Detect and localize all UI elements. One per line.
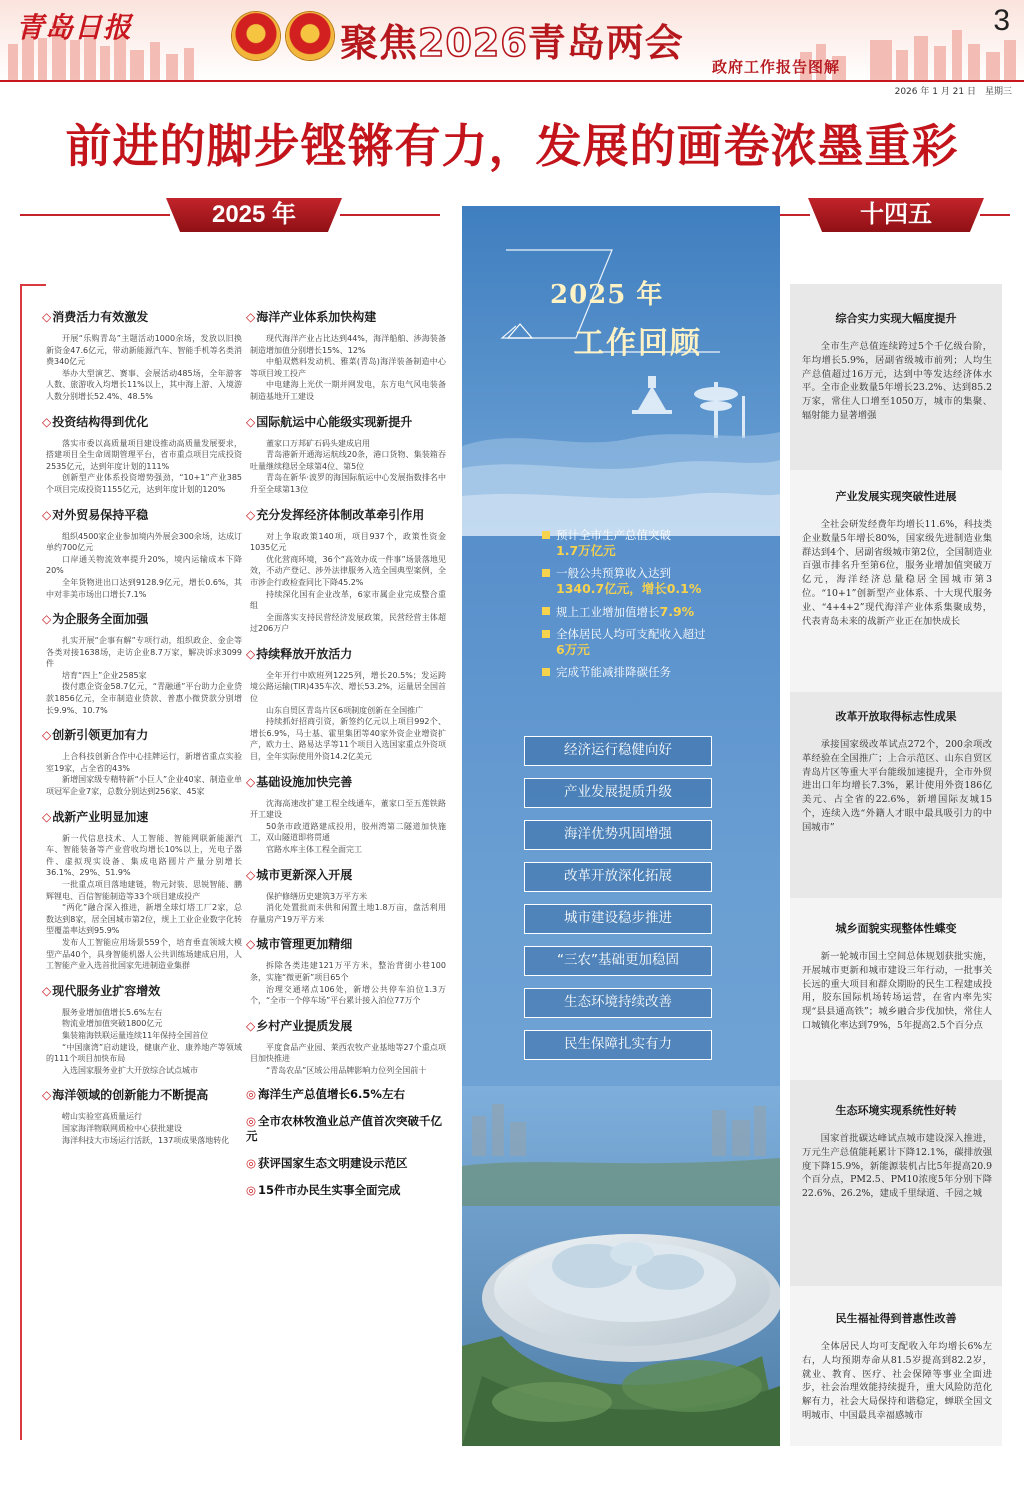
- section-block: [46, 506, 242, 601]
- section-paragraph: 中船双燃料发动机、雅菜(青岛)海洋装备制造中心等项目竣工投产: [250, 357, 446, 378]
- achievement-title: 生态环境实现系统性好转: [835, 1104, 957, 1117]
- section-paragraph: 发布人工智能应用场景559个，培育垂直领域大模型产品40个，具身智能机器人公共训练场建成启用，人工智能产业入选首批国家先进制造业集群: [46, 937, 242, 971]
- section-paragraph: 组织4500家企业参加境内外展会300余场，达成订单约700亿元: [46, 531, 242, 553]
- section-title: ◇ 投资结构得到优化: [42, 413, 242, 430]
- section-block: [250, 935, 446, 1006]
- review-topic-box: 改革开放深化拓展: [524, 862, 712, 892]
- section-title: ◇ 国际航运中心能级实现新提升: [246, 413, 446, 430]
- cppcc-emblem-icon: [286, 12, 334, 60]
- achievement-text: 全市生产总值连续跨过5个千亿级台阶，年均增长5.9%，居副省级城市前列；人均生产总值超过16万元，达到中等发达经济体水平。全市企业数量5年增长23.2%、达到85.2万家，常住人口增至1050万，城市的集聚、辐射能力显著增强: [802, 341, 992, 421]
- review-topic-box: 民生保障扎实有力: [524, 1030, 712, 1060]
- masthead-title-suffix: 青岛两会: [527, 20, 684, 65]
- section-block: [46, 610, 242, 716]
- review-topic-box: 经济运行稳健向好: [524, 736, 712, 766]
- review-topic-box: “三农”基础更加稳固: [524, 946, 712, 976]
- section-paragraph: 官路水库主体工程全面完工: [266, 845, 362, 854]
- section-paragraph: 山东自贸区青岛片区6项制度创新在全国推广: [266, 705, 424, 715]
- section-paragraph: 新一代信息技术、人工智能、智能网联新能源汽车、智能装备等产业营收均增长10%以上，光电子器件、虚拟现实设备、集成电路圆片产量分别增长36.1%、29%、51.9%: [46, 833, 242, 878]
- section-paragraph: 新增国家级专精特新“小巨人”企业40家、制造业单项冠军企业7家，总数分别达到256家、45家: [46, 775, 242, 797]
- section-paragraph: 崂山实验室高质量运行: [62, 1112, 142, 1122]
- indicator-value: 1340.7亿元，增长0.1%: [556, 581, 702, 596]
- section-title: ◇ 战新产业明显加速: [42, 808, 242, 825]
- highlight-line: ◎ 全市农林牧渔业总产值首次突破千亿元: [246, 1114, 446, 1144]
- key-indicator: [542, 566, 762, 597]
- section-paragraph: 拨付惠企资金58.7亿元，“青融通”平台助力企业贷款1856亿元，全市制造业贷款、普惠小微贷款分别增长9.9%、10.7%: [46, 682, 242, 715]
- achievement-text: 全体居民人均可支配收入年均增长6%左右，人均预期寿命从81.5岁提高到82.2岁，就业、教育、医疗、社会保障等事业全面进步，社会治理效能持续提升，重大风险防范化解有力，社会大局保持和谐稳定，蝉联全国文明城市、中国最具幸福感城市: [802, 1341, 992, 1421]
- section-paragraph: 持续抓好招商引资，新签约亿元以上项目992个、增长6.9%，马士基、霍里集团等40家外资企业增资扩产，欧力士、路易达孚等11个项目入选国家重点外资项目，全年实际使用外资14.2亿美元: [250, 717, 446, 762]
- section-block: [250, 645, 446, 763]
- masthead-title-prefix: 聚焦: [340, 20, 419, 65]
- section-title: ◇ 现代服务业扩容增效: [42, 982, 242, 999]
- indicator-text: 一般公共预算收入达到: [556, 566, 671, 580]
- section-paragraph: 治理交通堵点106处，新增公共停车泊位1.3万个，“全市一个停车场”平台累计接入泊位77万个: [250, 984, 446, 1006]
- ribbon-rule: [20, 214, 170, 216]
- section-block: [46, 808, 242, 972]
- page-headline: 前进的脚步铿锵有力，发展的画卷浓墨重彩: [65, 119, 959, 173]
- section-paragraph: 物流业增加值突破1800亿元: [62, 1019, 163, 1029]
- section-paragraph: 口岸通关物流效率提升20%，境内运输成本下降20%: [46, 554, 242, 576]
- indicator-text: 预计全市生产总值突破: [556, 528, 671, 542]
- section-paragraph: 开展“乐购青岛”主题活动1000余场，发放以旧换新资金47.6亿元，带动新能源汽车、智能手机等名类消费340亿元: [46, 334, 242, 367]
- section-paragraph: 入选国家服务业扩大开放综合试点城市: [62, 1065, 198, 1075]
- review-topic-box: 产业发展提质升级: [524, 778, 712, 808]
- key-indicator: [542, 604, 762, 620]
- section-paragraph: 消化处置批而未供和闲置土地1.8万亩，盘活利用存量房产19万平方米: [250, 903, 446, 924]
- section-block: [250, 308, 446, 403]
- section-paragraph: 集装箱海铁联运量连续11年保持全国首位: [62, 1030, 209, 1040]
- key-indicator: [542, 665, 762, 680]
- work-review-panel: [462, 206, 780, 1446]
- section-paragraph: 董家口万邦矿石码头建成启用: [266, 438, 370, 448]
- section-title: ◇ 充分发挥经济体制改革牵引作用: [246, 506, 446, 523]
- section-title: ◇ 海洋领域的创新能力不断提高: [42, 1086, 242, 1103]
- left-column-rule: [20, 284, 22, 1440]
- section-block: [46, 413, 242, 496]
- section-block: [46, 308, 242, 403]
- section-title: ◇ 城市管理更加精细: [246, 935, 446, 952]
- section-title: ◇ 消费活力有效激发: [42, 308, 242, 325]
- panel-year: 2025 年: [550, 280, 664, 310]
- ribbon-rule: [340, 214, 440, 216]
- aerial-city-building-illustration: [462, 1086, 780, 1446]
- achievement-text: 国家首批碳达峰试点城市建设深入推进，万元生产总值能耗累计下降12.1%，碳排放强度下降15.9%，新能源装机占比5年提高20.9个百分点，PM2.5、PM10浓度5年分别下降22.6%、26.2%，建成千里绿道、千园之城: [802, 1133, 992, 1200]
- section-title: ◇ 城市更新深入开展: [246, 866, 446, 883]
- review-topic-box: 海洋优势巩固增强: [524, 820, 712, 850]
- section-paragraph: 海洋科技大市场运行活跃，137项成果落地转化: [62, 1135, 230, 1145]
- section-paragraph: 培育“四上”企业2585家: [62, 670, 147, 680]
- section-paragraph: 沈海高速改扩建工程全线通车，董家口至五莲铁路开工建设: [250, 798, 446, 820]
- review-topic-box: 城市建设稳步推进: [524, 904, 712, 934]
- key-indicator: [542, 528, 762, 559]
- indicator-text: 完成节能减排降碳任务: [556, 665, 671, 679]
- achievement-title: 综合实力实现大幅度提升: [835, 312, 957, 325]
- review-topic-list: [524, 736, 714, 1072]
- highlight-line: ◎ 获评国家生态文明建设示范区: [246, 1156, 446, 1171]
- ribbon-rule: [980, 214, 1010, 216]
- section-paragraph: 服务业增加值增长5.6%左右: [62, 1007, 163, 1017]
- section-paragraph: 一批重点项目落地建链，物元封装、思锐智能、鹏辉锂电、百信智能制造等33个项目建成投产: [46, 880, 242, 901]
- section-block: [46, 1086, 242, 1146]
- achievement-title: 民生福祉得到普惠性改善: [835, 1312, 957, 1325]
- section-block: [250, 866, 446, 926]
- section-paragraph: 全年货物进出口达到9128.9亿元，增长0.6%，其中对非美市场出口增长7.1%: [46, 577, 242, 599]
- section-paragraph: 全面落实支持民营经济发展政策，民营经营主体超过206万户: [250, 612, 446, 634]
- section-paragraph: 50条市政道路建成投用，胶州湾第二隧道加快施工，双山隧道即将贯通: [250, 821, 446, 843]
- section-paragraph: 国家海洋物联网质检中心获批建设: [62, 1123, 182, 1133]
- section-paragraph: 现代海洋产业占比达到44%，海洋船舶、涉海装备制造增加值分别增长15%、12%: [250, 334, 446, 355]
- section-paragraph: 落实市委以高质量项目建设推动高质量发展要求，搭建项目全生命周期管理平台，省市重点项目完成投资2535亿元，达到年度计划的111%: [46, 438, 242, 471]
- key-indicator: [542, 627, 762, 658]
- achievement-title: 改革开放取得标志性成果: [835, 710, 957, 723]
- highlight-line: ◎ 15件市办民生实事全面完成: [246, 1183, 446, 1198]
- section-block: [46, 982, 242, 1077]
- achievement-text: 全社会研发经费年均增长11.6%，科技类企业数量5年增长80%，国家级先进制造业集群达到4个、居副省级城市第2位，全国制造业百强市排名升至第6位，服务业增加值突破万亿元，海洋经济总量稳居全国城市第3位。“10+1”创新型产业体系、十大现代服务业、“4+4+2”现代海洋产业体系集聚成势，代表青岛未来的战新产业正在加快成长: [802, 519, 992, 627]
- indicator-value: 7.9%: [659, 604, 695, 619]
- section-paragraph: 中电建海上光伏一期并网发电，东方电气风电装备制造基地开工建设: [250, 380, 446, 401]
- page-number: 3: [993, 4, 1010, 37]
- indicator-value: 1.7万亿元: [556, 543, 616, 558]
- section-title: ◇ 乡村产业提质发展: [246, 1017, 446, 1034]
- masthead: [0, 0, 1024, 108]
- section-paragraph: 扎实开展“企事有解”专项行动，组织政企、金企等各类对接1638场，走访企业8.7万家，解决诉求3099件: [46, 636, 242, 669]
- section-title: ◇ 为企服务全面加强: [42, 610, 242, 627]
- issue-date: 2026 年 1 月 21 日 星期三: [894, 87, 1012, 97]
- section-paragraph: 青岛在新华·波罗的海国际航运中心发展指数排名中升至全球第13位: [250, 473, 446, 494]
- section-title: ◇ 对外贸易保持平稳: [42, 506, 242, 523]
- left-column-2: [246, 300, 446, 1210]
- achievement-text: 承接国家级改革试点272个，200余项改革经验在全国推广；上合示范区、山东自贸区青岛片区等重大平台能级加速提升，全市外贸进出口年均增长7.3%，累计使用外资186亿美元、占全省的22.6%，新增国际友城15个，连续入选“外籍人才眼中最具吸引力的中国城市”: [802, 739, 992, 833]
- key-indicators-list: [542, 528, 762, 687]
- section-paragraph: 对上争取政策140项，项目937个，政策性资金1035亿元: [250, 531, 446, 553]
- indicator-text: 全体居民人均可支配收入超过: [556, 627, 706, 641]
- achievement-text: 新一轮城市国土空间总体规划获批实施，开展城市更新和城市建设三年行动，一批事关长远的重大项目和群众期盼的民生工程建成投用，胶东国际机场转场运营，在省内率先实现“县县通高铁”；城乡融合步伐加快，常住人口城镇化率达到79%，5年提高2.5个百分点: [802, 951, 992, 1031]
- review-topic-box: 生态环境持续改善: [524, 988, 712, 1018]
- national-emblem-icon: [232, 12, 280, 60]
- panel-title: 工作回顾: [574, 326, 702, 361]
- achievement-title: 城乡面貌实现整体性蝶变: [835, 922, 957, 935]
- section-paragraph: “两化”融合深入推进，新增全球灯塔工厂2家，总数达到8家，居全国城市第2位，规上工业企业数字化转型覆盖率达到95.9%: [46, 903, 242, 936]
- section-title: ◇ 海洋产业体系加快构建: [246, 308, 446, 325]
- section-paragraph: 优化营商环境，36个“高效办成一件事”场景落地见效，不动产登记、涉外法律服务入选全国典型案例，全市涉企行政检查同比下降45.2%: [250, 554, 446, 587]
- section-paragraph: “青岛农品”区域公用品牌影响力位列全国前十: [266, 1065, 427, 1075]
- newspaper-logo: 青岛日报: [16, 11, 133, 44]
- masthead-subtitle: 政府工作报告图解: [712, 58, 841, 76]
- section-paragraph: 举办大型演艺、赛事、会展活动485场，全年游客人数、旅游收入均增长11%以上，其中海上游、入境游人数分别增长52.4%、48.5%: [46, 368, 242, 401]
- achievement-title: 产业发展实现突破性进展: [835, 490, 957, 503]
- left-column-rule: [20, 284, 46, 286]
- section-block: [250, 1017, 446, 1077]
- ribbon-label: 十四五: [860, 201, 932, 228]
- section-block: [250, 413, 446, 496]
- section-paragraph: 保护修缮历史建筑3万平方米: [266, 891, 368, 901]
- indicator-value: 6万元: [556, 642, 590, 657]
- section-paragraph: 平度食品产业园、莱西农牧产业基地等27个重点项目加快推进: [250, 1042, 446, 1064]
- five-year-plan-column: [790, 284, 1002, 1446]
- section-title: ◇ 持续释放开放活力: [246, 645, 446, 662]
- masthead-rule: [0, 80, 1024, 82]
- section-paragraph: 拆除各类违建121万平方米，整治背街小巷100条，实施“微更新”项目65个: [250, 961, 446, 982]
- masthead-title: [340, 12, 684, 67]
- title-frame-graphic: [462, 206, 780, 536]
- section-title: ◇ 基础设施加快完善: [246, 773, 446, 790]
- section-paragraph: 全年开行中欧班列1225列，增长20.5%；发运跨境公路运输(TIR)435车次、增长53.2%，运量居全国首位: [250, 670, 446, 704]
- section-title: ◇ 创新引领更加有力: [42, 726, 242, 743]
- section-block: [250, 773, 446, 856]
- ribbon-label: 2025 年: [211, 201, 297, 228]
- section-paragraph: 青岛港新开通海运航线20条，港口货物、集装箱吞吐量继续稳居全球第4位、第5位: [250, 450, 446, 471]
- section-paragraph: “中国康湾”启动建设，健康产业、康养地产等领域的111个项目加快布局: [46, 1042, 242, 1064]
- indicator-text: 规上工业增加值增长: [556, 605, 660, 619]
- section-paragraph: 创新型产业体系投资增势强劲，“10+1”产业385个项目完成投资1155亿元，达到年度计划的120%: [46, 473, 242, 494]
- section-paragraph: 上合科技创新合作中心挂牌运行，新增省重点实验室19家，占全省的43%: [46, 752, 242, 773]
- section-paragraph: 持续深化国有企业改革，6家市属企业完成整合重组: [250, 589, 446, 611]
- section-ribbon-2025: [166, 198, 342, 232]
- section-block: [250, 506, 446, 635]
- section-ribbon-14th-five-year: [808, 198, 984, 232]
- section-block: [46, 726, 242, 797]
- masthead-title-year: 2026: [418, 21, 528, 65]
- left-column-1: [46, 300, 242, 1156]
- highlight-line: ◎ 海洋生产总值增长6.5%左右: [246, 1087, 446, 1102]
